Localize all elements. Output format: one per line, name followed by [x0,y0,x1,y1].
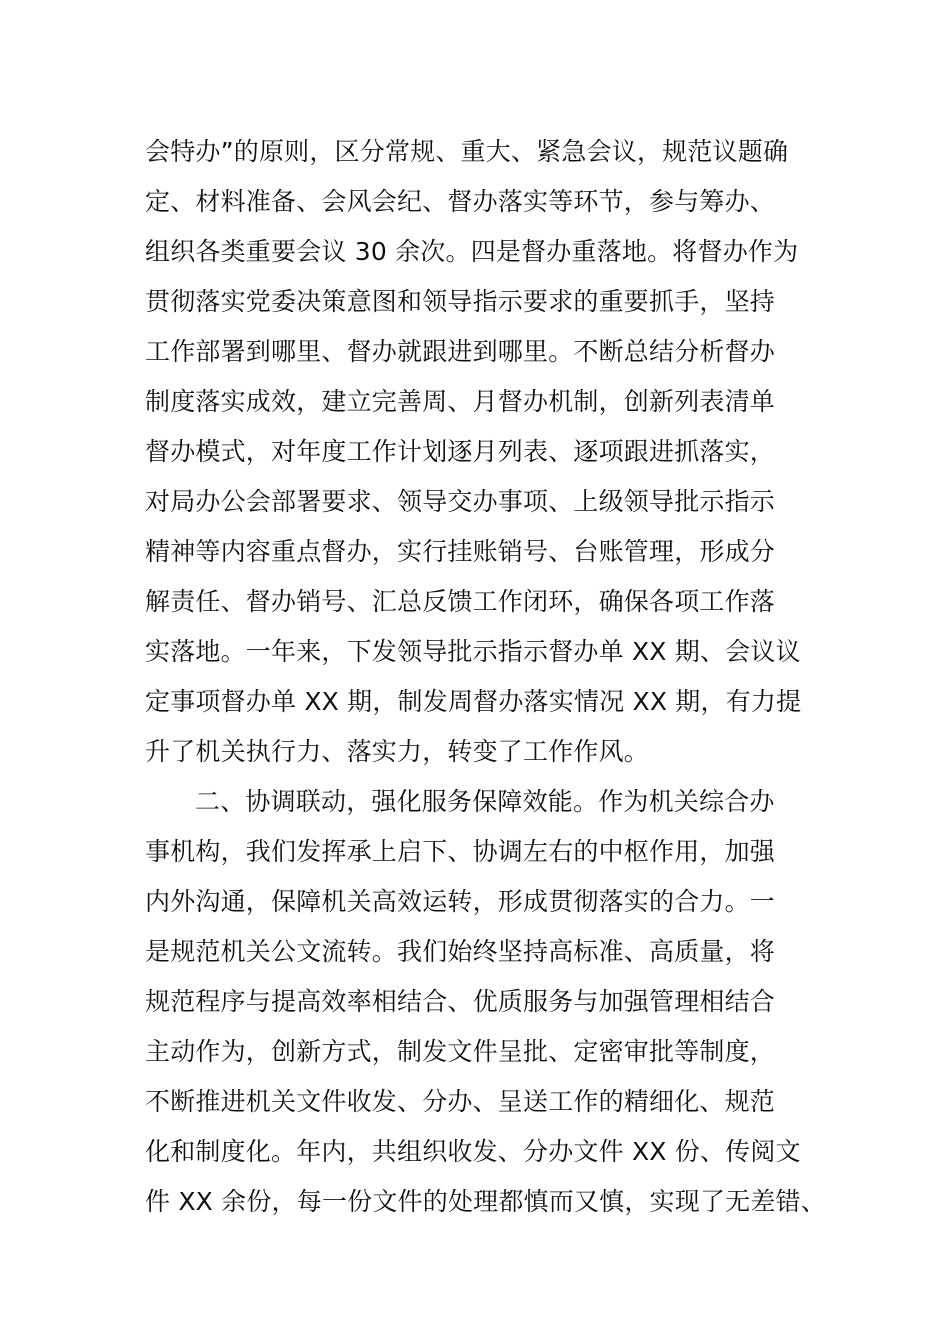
text-line: 对局办公会部署要求、领导交办事项、上级领导批示指示 [145,487,776,516]
text-line: 制度落实成效，建立完善周、月督办机制，创新列表清单 [145,387,776,416]
paragraph-start-line: 二、协调联动，强化服务保障效能。作为机关综合办 [195,787,775,816]
text-line: 督办模式，对年度工作计划逐月列表、逐项跟进抓落实， [145,437,776,466]
text-line: 定、材料准备、会风会纪、督办落实等环节，参与筹办、 [145,187,776,216]
text-line: 组织各类重要会议 30 余次。四是督办重落地。将督办作为 [145,237,799,266]
text-line: 贯彻落实党委决策意图和领导指示要求的重要抓手，坚持 [145,287,776,316]
text-line: 解责任、督办销号、汇总反馈工作闭环，确保各项工作落 [145,587,776,616]
text-line: 定事项督办单 XX 期，制发周督办落实情况 XX 期，有力提 [145,687,802,716]
text-line: 工作部署到哪里、督办就跟进到哪里。不断总结分析督办 [145,337,776,366]
text-line: 是规范机关公文流转。我们始终坚持高标准、高质量，将 [145,937,776,966]
text-line: 内外沟通，保障机关高效运转，形成贯彻落实的合力。一 [145,887,776,916]
text-line: 件 XX 余份，每一份文件的处理都慎而又慎，实现了无差错、 [145,1187,826,1216]
text-line: 主动作为，创新方式，制发文件呈批、定密审批等制度， [145,1037,776,1066]
text-line: 实落地。一年来，下发领导批示指示督办单 XX 期、会议议 [145,637,801,666]
text-line: 精神等内容重点督办，实行挂账销号、台账管理，形成分 [145,537,776,566]
text-line: 规范程序与提高效率相结合、优质服务与加强管理相结合 [145,987,776,1016]
text-line: 化和制度化。年内，共组织收发、分办文件 XX 份、传阅文 [145,1137,801,1166]
text-line: 事机构，我们发挥承上启下、协调左右的中枢作用，加强 [145,837,776,866]
text-line: 会特办”的原则，区分常规、重大、紧急会议，规范议题确 [145,137,789,166]
text-line: 不断推进机关文件收发、分办、呈送工作的精细化、规范 [145,1087,776,1116]
text-line: 升了机关执行力、落实力，转变了工作作风。 [145,737,650,766]
